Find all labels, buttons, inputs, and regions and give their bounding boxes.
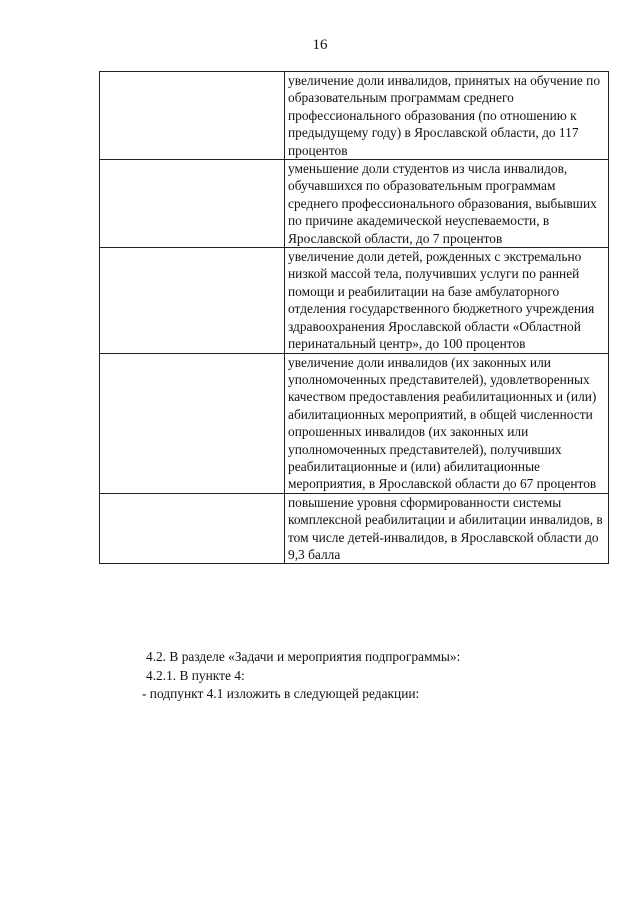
body-text bbox=[142, 648, 616, 704]
table-row bbox=[100, 353, 609, 493]
table-cell-right: повышение уровня сформированности системы комплексной реабилитации и абилитации инвалидов, в том числе детей-инвалидов, в Ярославской области до 9,3 балла bbox=[285, 493, 609, 564]
table-cell-right: увеличение доли инвалидов (их законных или уполномоченных представителей), удовлетворенных качеством предоставления реабилитационных и (или) абилитационных мероприятий, в общей численности опрошенных инвалидов (их законных или уполномоченных представителей), получивших реабилитационные и (или) абилитационные мероприятия, в Ярославской области до 67 процентов bbox=[285, 353, 609, 493]
table-cell-left bbox=[100, 353, 285, 493]
table-cell-right: уменьшение доли студентов из числа инвалидов, обучавшихся по образовательным программам среднего профессионального образования, выбывших по причине академической неуспеваемости, в Ярославской области, до 7 процентов bbox=[285, 160, 609, 248]
targets-table bbox=[99, 71, 609, 564]
table-row bbox=[100, 248, 609, 353]
table-cell-left bbox=[100, 160, 285, 248]
table-cell-left bbox=[100, 72, 285, 160]
table-row bbox=[100, 72, 609, 160]
table-cell-right: увеличение доли инвалидов, принятых на обучение по образовательным программам среднего профессионального образования (по отношению к предыдущему году) в Ярославской области, до 117 процентов bbox=[285, 72, 609, 160]
subsection-line: 4.2.1. В пункте 4: bbox=[146, 667, 245, 683]
instruction-line: - подпункт 4.1 изложить в следующей редакции: bbox=[142, 686, 420, 702]
table-cell-left bbox=[100, 248, 285, 353]
table-cell-right: увеличение доли детей, рожденных с экстремально низкой массой тела, получивших услуги по ранней помощи и реабилитации на базе амбулаторного отделения государственного бюджетного учреждения здравоохранения Ярославской области «Областной перинатальный центр», до 100 процентов bbox=[285, 248, 609, 353]
section-heading-line: 4.2. В разделе «Задачи и мероприятия подпрограммы»: bbox=[146, 649, 461, 664]
table-cell-left bbox=[100, 493, 285, 564]
table-row bbox=[100, 160, 609, 248]
table-row bbox=[100, 493, 609, 564]
page-number: 16 bbox=[312, 37, 328, 53]
